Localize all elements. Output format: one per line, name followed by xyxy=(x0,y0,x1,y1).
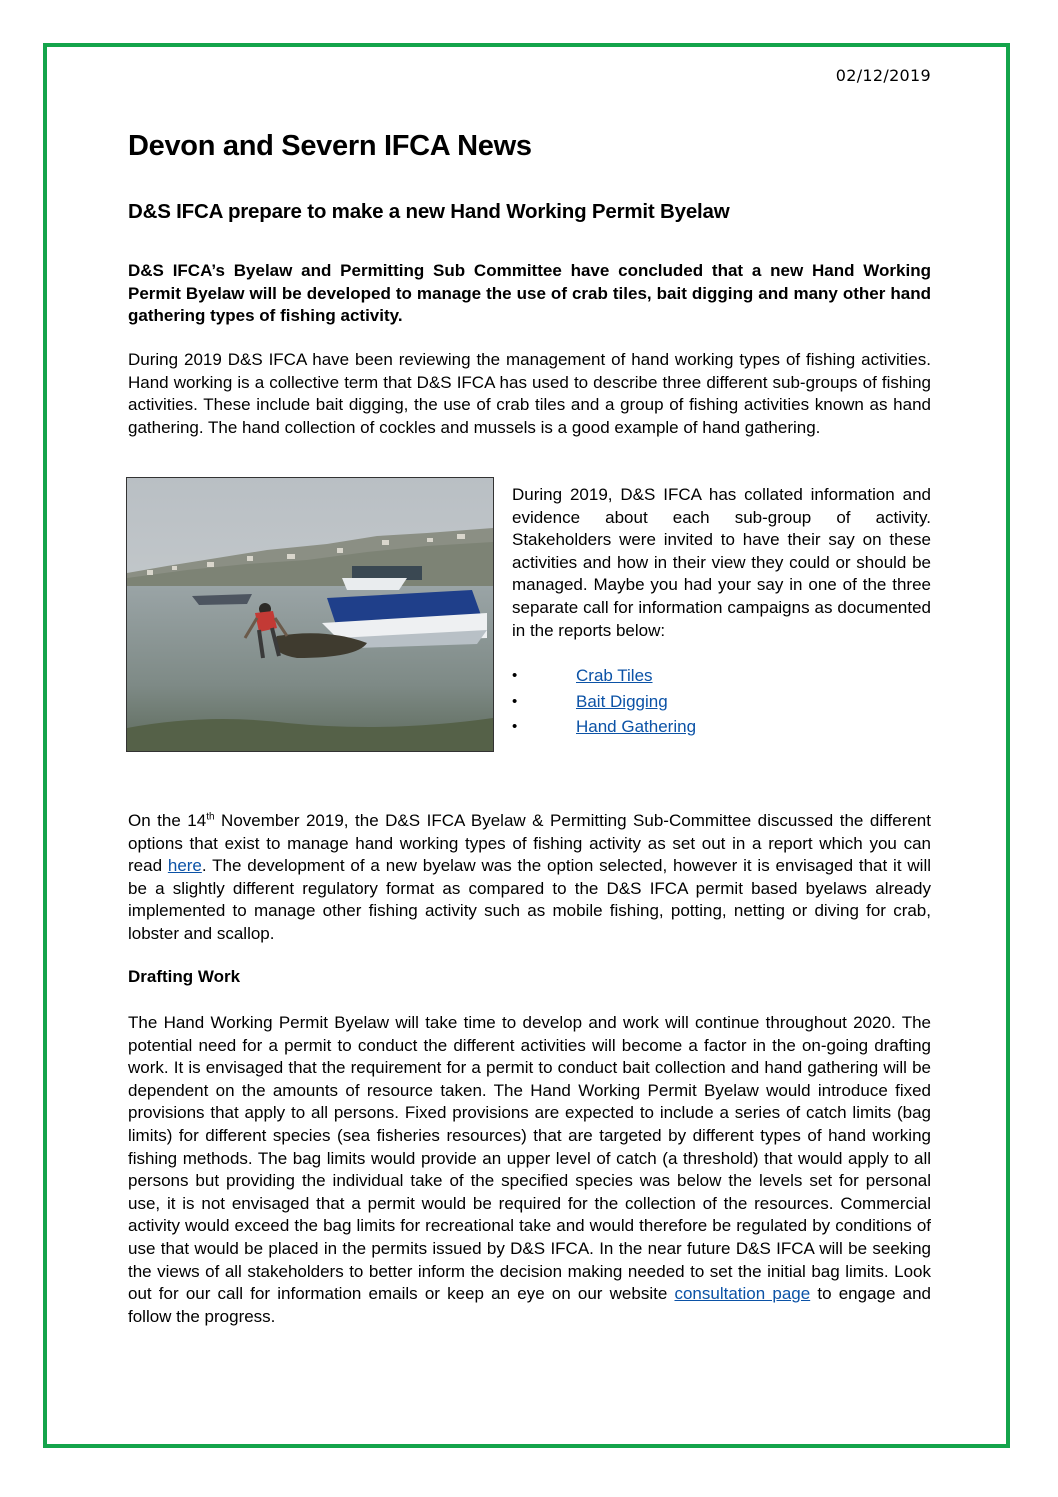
list-item xyxy=(512,691,696,717)
bullet-icon: • xyxy=(512,692,518,710)
side-paragraph: During 2019, D&S IFCA has collated information and evidence about each sub-group of activity. Stakeholders were invited to have their say on these activities and how in their view they could or should be managed. Maybe you had your say in one of the three separate call for information campaigns as documented in the reports below: xyxy=(512,485,931,640)
publish-date: 02/12/2019 xyxy=(835,66,931,85)
report-here-link[interactable]: here xyxy=(167,856,202,876)
newsletter-title: Devon and Severn IFCA News xyxy=(128,130,532,162)
article-headline: D&S IFCA prepare to make a new Hand Working Permit Byelaw xyxy=(128,200,730,223)
paragraph-text: The Hand Working Permit Byelaw will take time to develop and work will continue throughout 2020. The potential need for a permit to conduct the different activities will become a factor in the on-going drafting work. It is envisaged that the requirement for a permit to conduct bait collection and hand gathering will be dependent on the amounts of resource taken. The Hand Working Permit Byelaw would introduce fixed provisions that apply to all persons. Fixed provisions are expected to include a series of catch limits (bag limits) for different species (sea fisheries resources) that are targeted by different types of hand working fishing methods. The bag limits would provide an upper level of catch (a threshold) that would apply to all persons but providing the individual take of the specified species was below the levels set for personal use, it is not envisaged that a permit would be required for the collection of the resources. Commercial activity would exceed the bag limits for recreational take and would therefore be regulated by conditions of use that would be placed in the permits issued by D&S IFCA. In the near future D&S IFCA will be seeking the views of all stakeholders to better inform the decision making needed to set the initial bag limits. Look out for our call for information emails or keep an eye on our website xyxy=(128,1013,931,1304)
hand-gathering-link[interactable]: Hand Gathering xyxy=(576,717,697,737)
paragraph-text: to engage and follow the progress. xyxy=(128,1284,931,1326)
lead-paragraph: D&S IFCA’s Byelaw and Permitting Sub Committee have concluded that a new Hand Working Permit Byelaw will be developed to manage the use of crab tiles, bait digging and many other hand gathering types of fishing activity. xyxy=(128,261,931,326)
list-item xyxy=(512,665,696,691)
report-links-list xyxy=(512,665,696,742)
paragraph-text: On the 14 xyxy=(128,811,207,830)
paragraph-text: . The development of a new byelaw was the option selected, however it is envisaged that it will be a slightly different regulatory format as compared to the D&S IFCA permit based byelaws already implemented to manage other fishing activity such as mobile fishing, potting, netting or diving for crab, lobster and scallop. xyxy=(128,856,931,943)
section-heading: Drafting Work xyxy=(128,967,241,986)
paragraph-text: November 2019, the D&S IFCA Byelaw & Permitting Sub-Committee discussed the different options that exist to manage hand working types of fishing activity as set out in a report which you can read xyxy=(128,811,931,876)
intro-paragraph: During 2019 D&S IFCA have been reviewing the management of hand working types of fishing activities. Hand working is a collective term that D&S IFCA has used to describe three different sub-groups of fishing activities. These include bait digging, the use of crab tiles and a group of fishing activities known as hand gathering. The hand collection of cockles and mussels is a good example of hand gathering. xyxy=(128,350,931,437)
bait-digging-link[interactable]: Bait Digging xyxy=(576,691,668,711)
crab-tiles-link[interactable]: Crab Tiles xyxy=(576,666,653,685)
hand-gathering-photo-image xyxy=(127,478,493,751)
ordinal-suffix: th xyxy=(206,811,215,823)
shoreline-photo xyxy=(126,477,494,752)
committee-paragraph xyxy=(128,810,931,946)
drafting-paragraph xyxy=(128,1012,931,1328)
bullet-icon: • xyxy=(512,667,518,684)
consultation-page-link[interactable]: consultation page xyxy=(674,1284,811,1304)
list-item xyxy=(512,716,696,742)
bullet-icon: • xyxy=(512,718,518,736)
